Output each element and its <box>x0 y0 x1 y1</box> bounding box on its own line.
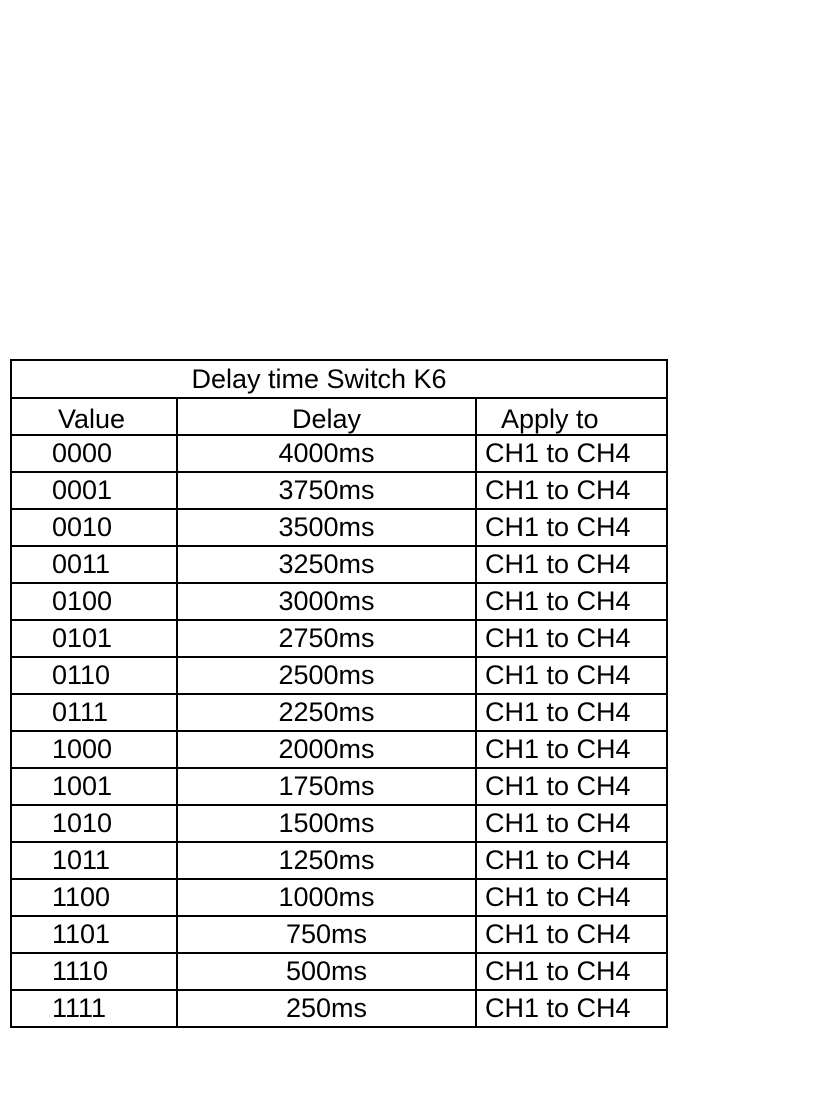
table-row <box>11 768 667 805</box>
cell-apply-to: CH1 to CH4 <box>476 953 667 990</box>
table-row <box>11 694 667 731</box>
cell-delay: 1500ms <box>177 805 476 842</box>
cell-value: 1011 <box>11 842 177 879</box>
cell-apply-to: CH1 to CH4 <box>476 879 667 916</box>
table-row <box>11 953 667 990</box>
cell-delay: 1000ms <box>177 879 476 916</box>
cell-delay: 1750ms <box>177 768 476 805</box>
table-row <box>11 916 667 953</box>
table-row <box>11 620 667 657</box>
table-row <box>11 509 667 546</box>
table-row <box>11 805 667 842</box>
cell-apply-to: CH1 to CH4 <box>476 842 667 879</box>
cell-delay: 750ms <box>177 916 476 953</box>
cell-apply-to: CH1 to CH4 <box>476 620 667 657</box>
cell-apply-to: CH1 to CH4 <box>476 546 667 583</box>
cell-value: 0110 <box>11 657 177 694</box>
cell-value: 1001 <box>11 768 177 805</box>
table-body <box>11 360 667 1027</box>
header-apply-to: Apply to <box>476 398 667 435</box>
cell-apply-to: CH1 to CH4 <box>476 731 667 768</box>
cell-delay: 1250ms <box>177 842 476 879</box>
cell-apply-to: CH1 to CH4 <box>476 472 667 509</box>
cell-value: 0101 <box>11 620 177 657</box>
cell-delay: 500ms <box>177 953 476 990</box>
table-row <box>11 435 667 472</box>
header-value: Value <box>11 398 177 435</box>
table-row <box>11 472 667 509</box>
cell-apply-to: CH1 to CH4 <box>476 916 667 953</box>
cell-value: 1100 <box>11 879 177 916</box>
cell-value: 0100 <box>11 583 177 620</box>
table-row <box>11 879 667 916</box>
header-delay: Delay <box>177 398 476 435</box>
cell-apply-to: CH1 to CH4 <box>476 805 667 842</box>
cell-delay: 2000ms <box>177 731 476 768</box>
cell-value: 0010 <box>11 509 177 546</box>
cell-delay: 250ms <box>177 990 476 1027</box>
cell-delay: 2500ms <box>177 657 476 694</box>
cell-value: 1000 <box>11 731 177 768</box>
table-row <box>11 842 667 879</box>
cell-apply-to: CH1 to CH4 <box>476 768 667 805</box>
table-title-row <box>11 360 667 398</box>
table-row <box>11 546 667 583</box>
cell-apply-to: CH1 to CH4 <box>476 694 667 731</box>
table-row <box>11 657 667 694</box>
cell-apply-to: CH1 to CH4 <box>476 509 667 546</box>
cell-value: 1111 <box>11 990 177 1027</box>
cell-apply-to: CH1 to CH4 <box>476 583 667 620</box>
cell-value: 0111 <box>11 694 177 731</box>
cell-value: 1010 <box>11 805 177 842</box>
cell-delay: 3000ms <box>177 583 476 620</box>
cell-value: 0001 <box>11 472 177 509</box>
table-row <box>11 731 667 768</box>
table-title: Delay time Switch K6 <box>11 360 667 398</box>
table-row <box>11 583 667 620</box>
table-header-row <box>11 398 667 435</box>
cell-delay: 4000ms <box>177 435 476 472</box>
cell-apply-to: CH1 to CH4 <box>476 435 667 472</box>
cell-value: 0011 <box>11 546 177 583</box>
cell-delay: 3250ms <box>177 546 476 583</box>
delay-time-table <box>10 359 668 1028</box>
cell-apply-to: CH1 to CH4 <box>476 990 667 1027</box>
cell-delay: 3750ms <box>177 472 476 509</box>
table-row <box>11 990 667 1027</box>
cell-value: 0000 <box>11 435 177 472</box>
cell-apply-to: CH1 to CH4 <box>476 657 667 694</box>
cell-delay: 3500ms <box>177 509 476 546</box>
cell-delay: 2750ms <box>177 620 476 657</box>
cell-value: 1101 <box>11 916 177 953</box>
cell-delay: 2250ms <box>177 694 476 731</box>
cell-value: 1110 <box>11 953 177 990</box>
